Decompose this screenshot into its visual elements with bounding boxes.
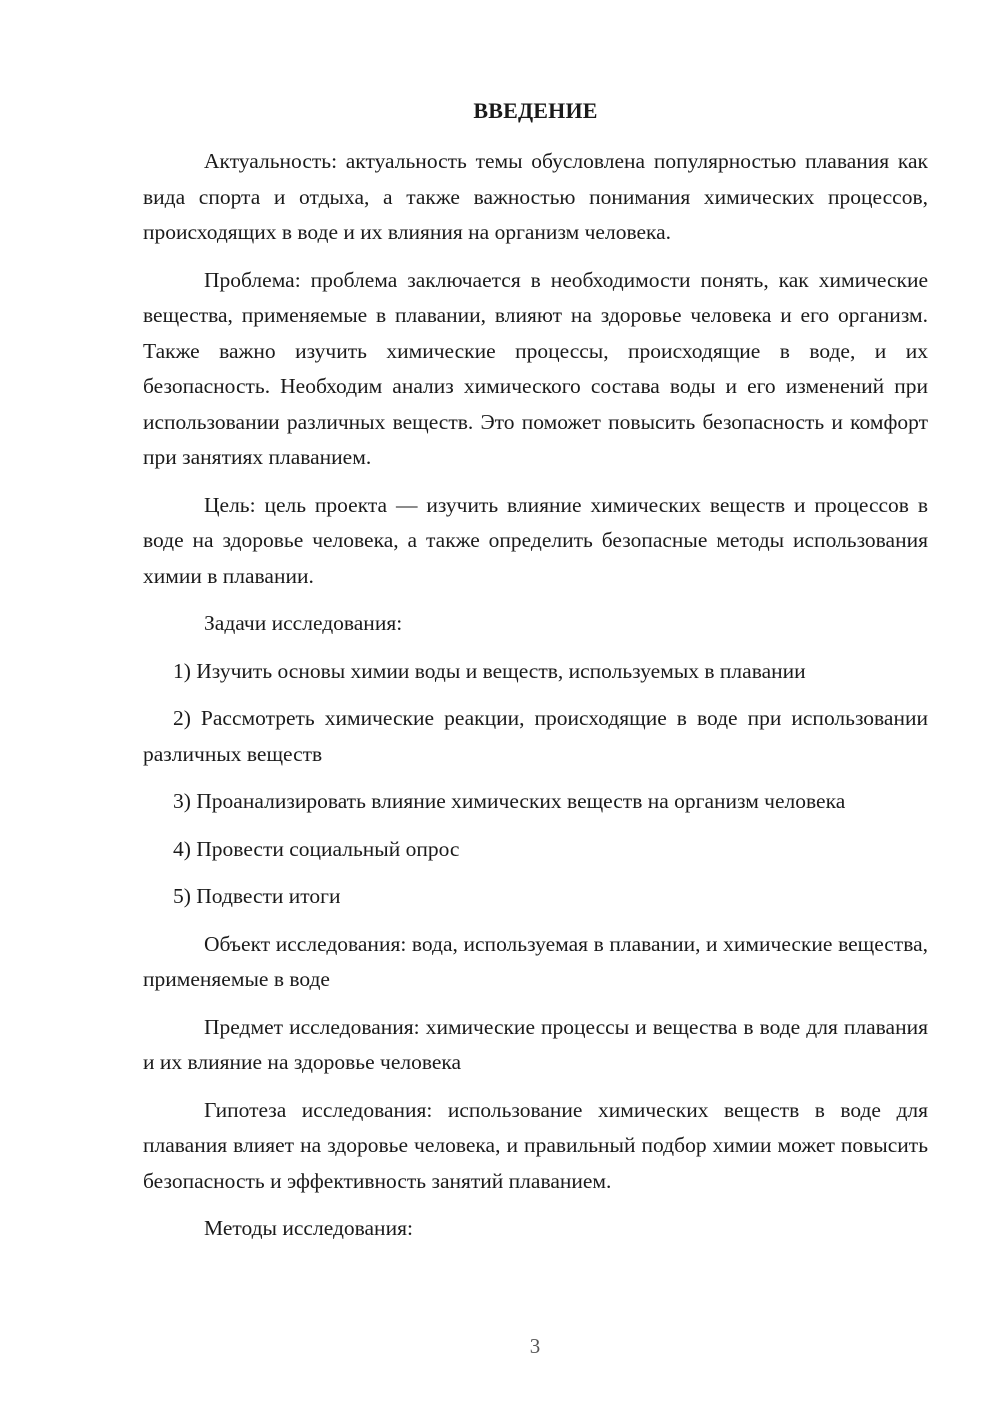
paragraph-methods: Методы исследования: bbox=[204, 1216, 413, 1240]
paragraph-goal: Цель: цель проекта — изучить влияние химических веществ и процессов в воде на здоровье человека, а также определить безопасные методы использования химии в плавании. bbox=[143, 492, 928, 588]
task-item-5: 5) Подвести итоги bbox=[173, 884, 341, 908]
paragraph-object: Объект исследования: вода, используемая в плавании, и химические вещества, применяемые в воде bbox=[143, 931, 928, 991]
page-number: 3 bbox=[529, 1334, 541, 1358]
paragraph-tasks-title: Задачи исследования: bbox=[204, 611, 403, 635]
task-item-3: 3) Проанализировать влияние химических веществ на организм человека bbox=[173, 789, 846, 813]
task-item-1: 1) Изучить основы химии воды и веществ, используемых в плавании bbox=[173, 658, 806, 683]
section-heading: ВВЕДЕНИЕ bbox=[473, 98, 598, 123]
paragraph-subject: Предмет исследования: химические процессы и вещества в воде для плавания и их влияние на здоровье человека bbox=[143, 1014, 928, 1074]
task-item-2: 2) Рассмотреть химические реакции, происходящие в воде при использовании различных веществ bbox=[143, 706, 928, 766]
page-content bbox=[143, 95, 928, 1259]
task-item-4: 4) Провести социальный опрос bbox=[173, 836, 460, 861]
paragraph-problem: Проблема: проблема заключается в необходимости понять, как химические вещества, применяемые в плавании, влияют на здоровье человека и его организм. Также важно изучить химические процессы, происходящие в воде, и их безопасность. Необходим анализ химического состава воды и его изменений при использовании различных веществ. Это поможет повысить безопасность и комфорт при занятиях плаванием. bbox=[143, 267, 928, 469]
paragraph-hypothesis: Гипотеза исследования: использование химических веществ в воде для плавания влияет на здоровье человека, и правильный подбор химии может повысить безопасность и эффективность занятий плаванием. bbox=[143, 1097, 928, 1193]
paragraph-relevance: Актуальность: актуальность темы обусловлена популярностью плавания как вида спорта и отдыха, а также важностью понимания химических процессов, происходящих в воде и их влияния на организм человека. bbox=[143, 149, 928, 244]
